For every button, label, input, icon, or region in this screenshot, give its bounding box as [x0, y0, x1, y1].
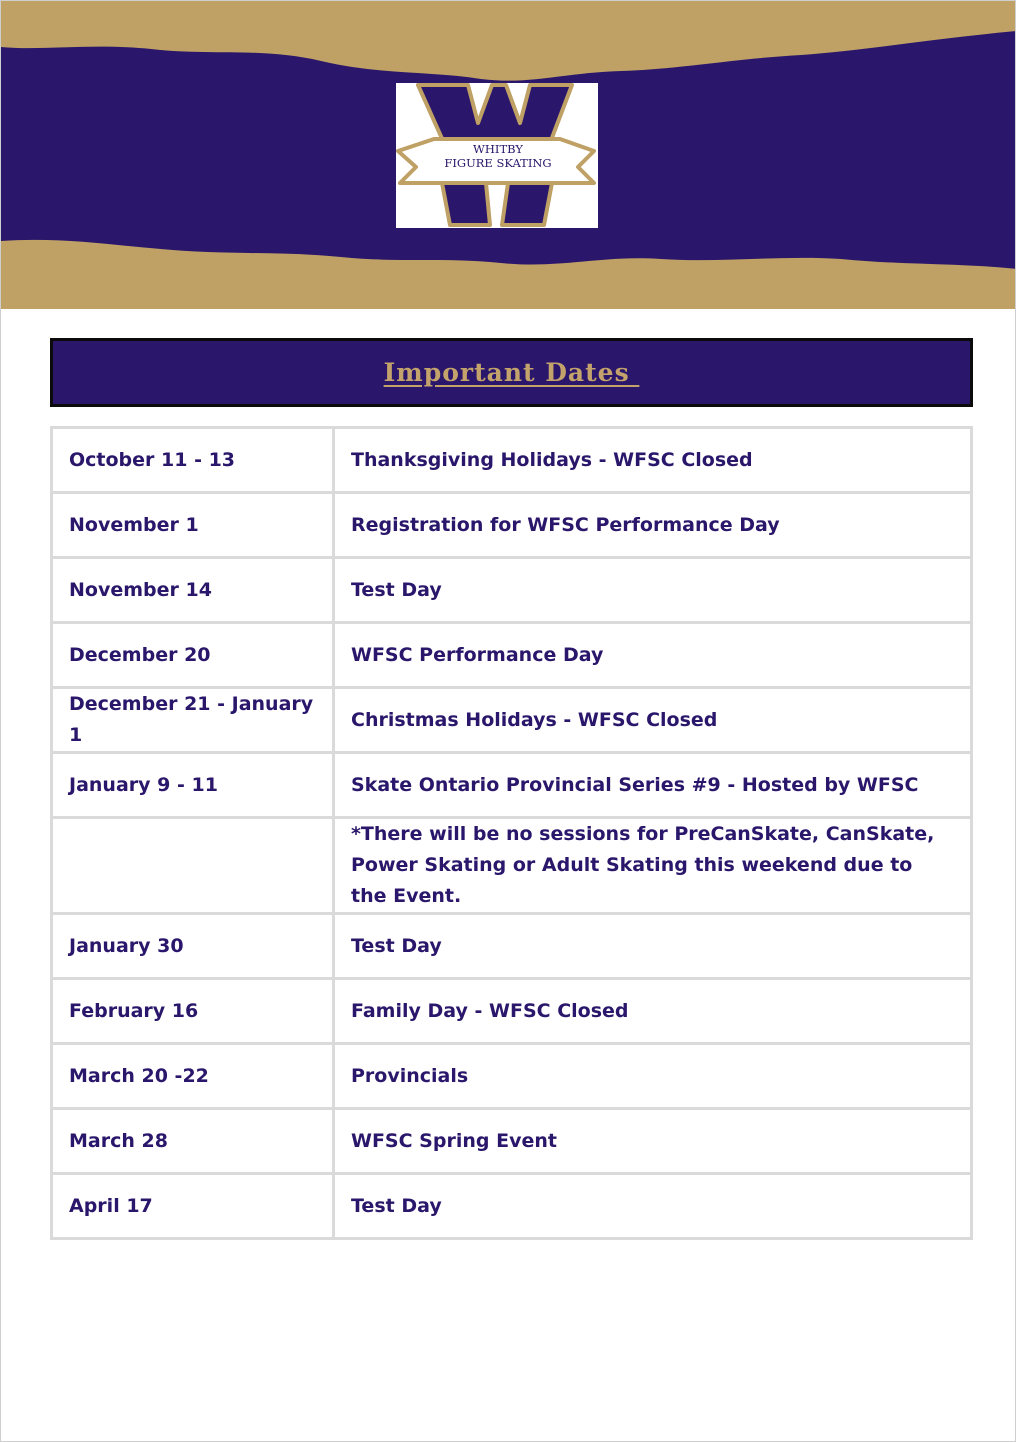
table-row [52, 558, 972, 623]
event-cell: WFSC Spring Event [334, 1109, 972, 1174]
date-cell: March 20 -22 [52, 1044, 334, 1109]
table-row [52, 1174, 972, 1239]
table-row-note [52, 818, 972, 914]
table-row [52, 753, 972, 818]
event-cell: Test Day [334, 914, 972, 979]
table-row [52, 623, 972, 688]
date-cell [52, 818, 334, 914]
date-cell: November 1 [52, 493, 334, 558]
table-row [52, 428, 972, 493]
date-cell: January 9 - 11 [52, 753, 334, 818]
logo-line2: FIGURE SKATING [444, 156, 552, 170]
date-cell: February 16 [52, 979, 334, 1044]
whitby-figure-skating-logo [396, 83, 598, 228]
important-dates-table [50, 426, 973, 1240]
date-cell: October 11 - 13 [52, 428, 334, 493]
event-note-cell: *There will be no sessions for PreCanSkate, CanSkate, Power Skating or Adult Skating this weekend due to the Event. [334, 818, 972, 914]
table-row [52, 1044, 972, 1109]
event-cell: Test Day [334, 1174, 972, 1239]
table-row [52, 493, 972, 558]
event-cell: Christmas Holidays - WFSC Closed [334, 688, 972, 753]
event-cell: WFSC Performance Day [334, 623, 972, 688]
date-cell: December 20 [52, 623, 334, 688]
event-cell: Family Day - WFSC Closed [334, 979, 972, 1044]
event-cell: Registration for WFSC Performance Day [334, 493, 972, 558]
table-row [52, 914, 972, 979]
table-row [52, 1109, 972, 1174]
logo-line1: WHITBY [473, 142, 523, 156]
date-cell: January 30 [52, 914, 334, 979]
table-row [52, 688, 972, 753]
event-cell: Test Day [334, 558, 972, 623]
date-cell: November 14 [52, 558, 334, 623]
date-cell: March 28 [52, 1109, 334, 1174]
date-cell: April 17 [52, 1174, 334, 1239]
event-cell: Skate Ontario Provincial Series #9 - Hosted by WFSC [334, 753, 972, 818]
page-title: Important Dates [383, 358, 640, 387]
table-row [52, 979, 972, 1044]
date-cell: December 21 - January 1 [52, 688, 334, 753]
title-banner [50, 338, 973, 407]
event-cell: Provincials [334, 1044, 972, 1109]
event-cell: Thanksgiving Holidays - WFSC Closed [334, 428, 972, 493]
